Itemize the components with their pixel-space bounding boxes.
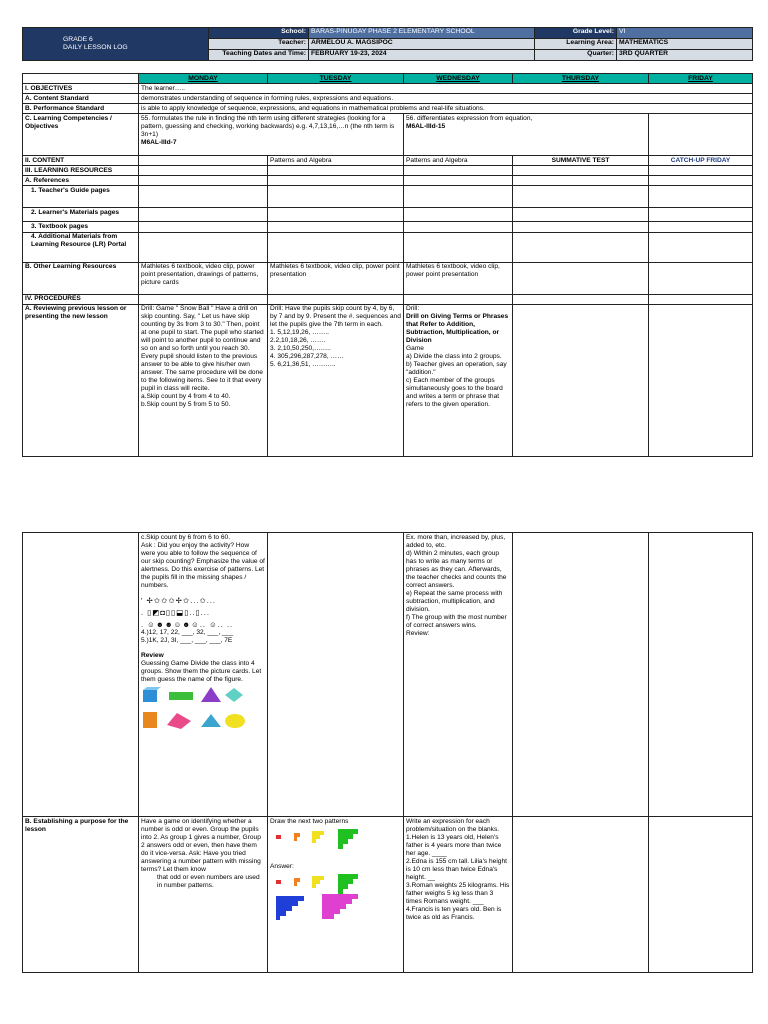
pattern-row-4: 4.)12, 17, 22, ___, 32, ___, ___ [141,629,234,637]
performance-standard-label: B. Performance Standard [23,104,139,114]
lr-portal-label: 4. Additional Materials from Learning Resource (LR) Portal [23,232,139,262]
dates-value: FEBRUARY 19-23, 2024 [309,50,535,61]
competencies-monday [139,114,404,156]
references-label: A. References [23,176,139,186]
procedure-a-wednesday-continued [404,533,513,817]
resources-heading: III. LEARNING RESOURCES [23,166,139,176]
tue-item: 4. 305,296,287,278, …… [270,353,344,361]
header-table [22,27,753,61]
staircase-answer-image [272,874,401,920]
school-value: BARAS-PINUGAY PHASE 2 ELEMENTARY SCHOOL [309,28,535,39]
mon-drill-text: Drill: Game " Snow Ball " Have a drill on skip counting. Say, " Let us have skip counting by 3s from 3 to 30." Then, point at one pupil to start. The pupil who started will point to another pupil to continue and so on and so forth until you reach 30. Every pupil should listen to the previous answer to be able to give his/her own answer. The same procedure will be done to the following items. See to it that every pupil in class will recite. [141,305,264,393]
pattern-row-2: . ▯◩◘▯▯⬓▯..▯... [141,607,210,617]
content-heading: II. CONTENT [23,156,139,166]
competencies-friday [649,114,753,156]
staircase-pattern-image [272,829,401,859]
b-tue-text: Draw the next two patterns [270,817,349,825]
tue-item: 5. 6,21,36,51, ……….. [270,361,336,369]
teacher-label: Teacher: [209,39,309,50]
pattern-row-5: 5.)1K, 2J, 3I, ___, ___, ___, 7E [141,637,233,645]
wed-step-a: a) Divide the class into 2 groups. [406,353,502,361]
grade-label: GRADE 6 [63,35,93,43]
wed-step-b: b) Teacher gives an operation, say "addition." [406,361,507,377]
corner-cell [23,74,139,84]
tue-drill-text: Drill: Have the pupils skip count by 4, by 6, by 7 and by 9. Present the #. sequences and let the pupils give the 7th term in each. [270,305,401,329]
grade-level-label: Grade Level: [535,28,617,39]
dates-label: Teaching Dates and Time: [209,50,309,61]
mon-drill-a: a.Skip count by 4 from 4 to 40. [141,393,231,401]
procedure-b-monday [139,817,268,973]
day-friday: FRIDAY [649,74,753,84]
wed-step-c: c) Each member of the groups simultaneously goes to the board and writes a term or phrase that refers to the given operation. [406,377,503,409]
area-value: MATHEMATICS [617,39,753,50]
pattern-row-1: ' ✢✩✩✩✢✩...✩... [141,595,217,605]
teacher-value: ARMELOU A. MAGSIPOC [309,39,535,50]
lesson-log-table-page1 [22,73,753,457]
pattern-row-3: . ☺☻☻☺☻☺.. ☺.. .. [141,620,234,629]
b-mon-text-2: that odd or even numbers are used in number patterns. [157,873,260,889]
b-mon-text: Have a game on identifying whether a number is odd or even. Group the pupils into 2. As group 1 gives a number, Group 2 answers odd or even, then have them do it vice-versa. Ask: Have you tried answering a number pattern with missing terms? Let them know [141,817,261,873]
procedure-a-monday-continued [139,533,268,817]
tue-item: 2.2,10,18,26, ……. [270,337,326,345]
other-resources-label: B. Other Learning Resources [23,262,139,294]
competencies-wednesday [404,114,649,156]
review-title: Review [141,652,164,660]
other-resources-tuesday: Mathletes 6 textbook, video clip, power point presentation [268,262,404,294]
procedure-a-wednesday [404,304,513,456]
quarter-label: Quarter: [535,50,617,61]
content-thursday: SUMMATIVE TEST [513,156,649,166]
procedure-a-label: A. Reviewing previous lesson or presenting the new lesson [23,304,139,456]
day-tuesday: TUESDAY [268,74,404,84]
procedure-a-tuesday-continued [268,533,404,817]
competency-mon-text: 55. formulates the rule in finding the nth term using different strategies (looking for a pattern, guessing and checking, working backwards) e.g. 4,7,13,16,…n (the nth term is 3n+1) [141,114,395,138]
review-text: Guessing Game Divide the class into 4 groups. Show them the picture cards. Let them guess the name of the figure. [141,660,262,684]
b-wed-item-1: 1.Helen is 13 years old, Helen's father is 4 years more than twice her age. ____ [406,833,502,857]
b-wed-item-2: 2.Edna is 155 cm tall. Lilia's height is 10 cm less than twice Edna's height. __ [406,857,507,881]
tue-item: 1. 5,12,19,26, …….. [270,329,330,337]
tb-pages-label: 3. Textbook pages [23,222,139,232]
wed-drill-title: Drill on Giving Terms or Phrases that Refer to Addition, Subtraction, Multiplication, or Division [406,313,509,345]
competency-mon-code: M6AL-IIId-7 [141,138,177,146]
content-standard-label: A. Content Standard [23,94,139,104]
content-standard-text: demonstrates understanding of sequence in forming rules, expressions and equations. [139,94,753,104]
competencies-label: C. Learning Competencies / Objectives [23,114,139,156]
competency-wed-text: 56. differentiates expression from equation, [406,114,533,122]
content-tuesday: Patterns and Algebra [268,156,404,166]
procedure-a-monday [139,304,268,456]
procedures-heading: IV. PROCEDURES [23,294,139,304]
procedure-b-label: B. Establishing a purpose for the lesson [23,817,139,973]
day-thursday: THURSDAY [513,74,649,84]
other-resources-monday: Mathletes 6 textbook, video clip, power point presentation, drawings of patterns, picture cards [139,262,268,294]
objectives-heading: I. OBJECTIVES [23,84,139,94]
wed-example-text: Ex. more than, increased by, plus, added to, etc. [406,533,506,549]
wed-step-d: d) Within 2 minutes, each group has to write as many terms or phrases as they can. Afterwards, the teacher checks and counts the correct answers. [406,549,507,589]
school-label: School: [209,28,309,39]
procedure-a-tuesday [268,304,404,456]
area-label: Learning Area: [535,39,617,50]
day-monday: MONDAY [139,74,268,84]
day-wednesday: WEDNESDAY [404,74,513,84]
competency-wed-code: M6AL-IIId-15 [406,122,446,130]
grade-level-value: VI [617,28,753,39]
procedure-a-label-continued [23,533,139,817]
geometric-figures-image [141,687,265,731]
b-wed-text: Write an expression for each problem/situation on the blanks. [406,817,500,833]
wed-step-e: e) Repeat the same process with subtraction, multiplication, and division. [406,589,503,613]
tg-pages-label: 1. Teacher's Guide pages [23,186,139,208]
wed-drill-label: Drill: [406,305,420,313]
grade-title-cell [23,28,209,61]
quarter-value: 3RD QUARTER [617,50,753,61]
procedure-b-tuesday [268,817,404,973]
log-label: DAILY LESSON LOG [63,44,128,51]
wed-step-f: f) The group with the most number of correct answers wins. [406,613,507,629]
b-wed-item-4: 4.Francis is ten years old. Ben is twice as old as Francis. [406,905,502,921]
procedure-b-wednesday [404,817,513,973]
lm-pages-label: 2. Learner's Materials pages [23,208,139,222]
lesson-log-table-page2 [22,532,753,973]
content-wednesday: Patterns and Algebra [404,156,513,166]
mon-drill-b: b.Skip count by 5 from 5 to 50. [141,401,231,409]
wed-review-label: Review: [406,629,430,637]
b-tue-answer-label: Answer: [270,862,294,870]
performance-standard-text: is able to apply knowledge of sequence, expressions, and equations in mathematical problems and real-life situations. [139,104,753,114]
mon-drill-c: c.Skip count by 6 from 6 to 60. [141,533,231,541]
tue-item: 3. 2,10,50,250,…….. [270,345,331,353]
mon-ask-text: Ask : Did you enjoy the activity? How were you able to follow the sequence of our skip counting? Emphasize the value of alertness. Do this exercise of patterns. Let the pupils fill in the missing shapes / numbers. [141,541,265,589]
content-monday [139,156,268,166]
other-resources-wednesday: Mathletes 6 textbook, video clip, power point presentation [404,262,513,294]
wed-game-label: Game [406,345,424,353]
objectives-intro: The learner….. [139,84,753,94]
content-friday: CATCH-UP FRIDAY [649,156,753,166]
b-wed-item-3: 3.Roman weights 25 kilograms. His father weighs 5 kg less than 3 times Romans weight. ___ [406,881,510,905]
